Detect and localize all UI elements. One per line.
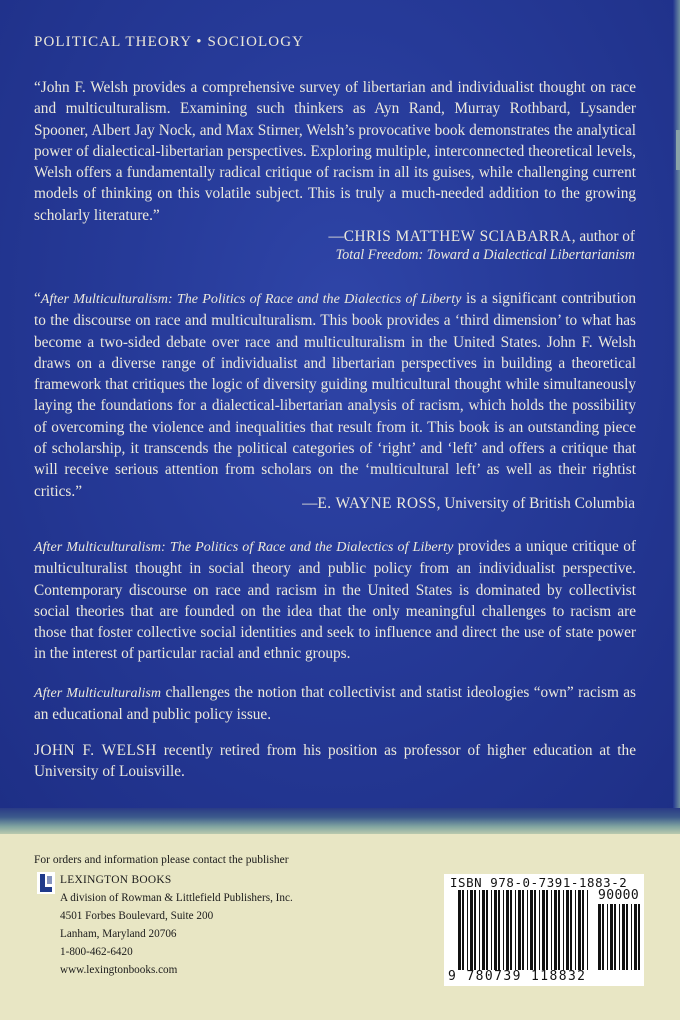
barcode-bar [510, 890, 512, 970]
barcode-bar [518, 890, 521, 970]
barcode-bar [494, 890, 497, 970]
barcode-bar [486, 890, 488, 970]
barcode-bar [607, 904, 608, 970]
barcode-bar [563, 890, 564, 970]
barcode-bar [542, 890, 545, 970]
barcode-bar [575, 890, 576, 970]
addon-barcode [598, 904, 640, 970]
endorsement-2-attribution [75, 493, 635, 514]
edge-mark [676, 130, 680, 170]
cover-lower-panel [0, 834, 680, 1020]
author-name: JOHN F. WELSH [34, 742, 157, 759]
publisher-address-line-1: 4501 Forbes Boulevard, Suite 200 [60, 910, 214, 922]
publisher-phone: 1-800-462-6420 [60, 946, 133, 958]
barcode-bar [631, 904, 632, 970]
barcode-bar [587, 890, 588, 970]
barcode-bar [546, 890, 548, 970]
author-bio-text: recently retired from his position as professor of higher education at the University of Louisville. [34, 742, 636, 781]
publisher-division: A division of Rowman & Littlefield Publishers, Inc. [60, 892, 293, 904]
endorsement-quote-1 [34, 77, 636, 226]
challenge-book-title: After Multiculturalism [34, 685, 162, 701]
category-line: POLITICAL THEORY • SOCIOLOGY [34, 34, 305, 50]
ean-barcode [458, 890, 592, 970]
barcode-bar [610, 904, 613, 970]
endorsement-1-work: Total Freedom: Toward a Dialectical Libertarianism [335, 247, 635, 263]
author-bio [34, 740, 636, 783]
endorsement-1-name: CHRIS MATTHEW SCIABARRA [343, 228, 572, 245]
description-text: provides a unique critique of multiculturalist thought in social theory and public policy from an individualist perspective. Contemporary discourse on race and racism in the United States is dominated by collectivist social theories that are founded on the idea that the only meaningful challenges to racism are those that foster collective social identities and seek to influence and direct the use of state power in the interest of particular racial and ethnic groups. [34, 538, 636, 663]
barcode-bar [634, 904, 637, 970]
publisher-address-line-2: Lanham, Maryland 20706 [60, 928, 177, 940]
barcode-bar [626, 904, 628, 970]
barcode-bar [506, 890, 509, 970]
barcode-bar [515, 890, 516, 970]
barcode-bar [527, 890, 528, 970]
barcode-bar [619, 904, 620, 970]
orders-line: For orders and information please contact the publisher [34, 854, 289, 866]
barcode-bar [482, 890, 485, 970]
endorsement-2-text: is a significant contribution to the discourse on race and multiculturalism. This book provides a ‘third dimension’ to what has become a two-sided debate over race and multiculturalism in the United States. John F. Welsh draws on a diverse range of individualist and libertarian perspectives in building a theoretical framework that critiques the logic of diversity guiding multicultural thought while simultaneously laying the foundations for a dialectical-libertarian analysis of racism, which holds the possibility of overcoming the violence and inequalities that result from it. This book is an outstanding piece of scholarship, it transcends the political categories of ‘right’ and ‘left’ and offers a critique that will receive serious attention from scholars on the ‘multicultural left’ as well as their rightist critics.” [34, 290, 636, 500]
barcode-bar [522, 890, 524, 970]
endorsement-2-dash: — [302, 495, 318, 512]
price-code: 90000 [598, 888, 640, 903]
endorsement-1-dash: — [328, 228, 344, 245]
lexington-logo-icon [37, 872, 55, 894]
panel-divider-band [0, 808, 680, 834]
barcode-bar [598, 904, 601, 970]
barcode-bar [638, 904, 640, 970]
endorsement-2-book-title: After Multiculturalism: The Politics of Race and the Dialectics of Liberty [40, 291, 462, 307]
barcode-bar [479, 890, 480, 970]
isbn-label: ISBN 978-0-7391-1883-2 [450, 875, 628, 890]
publisher-website: www.lexingtonbooks.com [60, 964, 178, 976]
barcode-bar [554, 890, 557, 970]
barcode-bar [467, 890, 468, 970]
endorsement-1-text: “John F. Welsh provides a comprehensive survey of libertarian and individualist thought on race and multiculturalism. Examining such thinkers as Ayn Rand, Murray Rothbard, Lysander Spooner, Albert Jay Nock, and Max Stirner, Welsh’s provocative book demonstrates the analytical power of dialectical-libertarian perspectives. Exploring multiple, interconnected theoretical levels, Welsh offers a fundamentally radical critique of racism in all its guises, while challenging current models of thinking on this volatile subject. This is truly a much-needed addition to the growing scholarly literature.” [34, 79, 636, 224]
endorsement-quote-2 [34, 288, 636, 502]
barcode-bar [498, 890, 500, 970]
barcode-bar [503, 890, 504, 970]
barcode-bar [474, 890, 476, 970]
description-book-title: After Multiculturalism: The Politics of Race and the Dialectics of Liberty [34, 539, 454, 555]
barcode-bar [491, 890, 492, 970]
endorsement-2-open-quote: “ [34, 290, 41, 307]
barcode-bar [462, 890, 464, 970]
barcode-bar [602, 904, 604, 970]
barcode-bar [534, 890, 536, 970]
barcode-panel [444, 874, 644, 986]
book-description [34, 536, 636, 665]
barcode-bar [566, 890, 569, 970]
barcode-bar [470, 890, 473, 970]
publisher-name: LEXINGTON BOOKS [60, 874, 172, 886]
barcode-bar [530, 890, 533, 970]
barcode-bar [458, 890, 461, 970]
barcode-bar [622, 904, 625, 970]
endorsement-2-name: E. WAYNE ROSS [317, 495, 437, 512]
barcode-bar [570, 890, 572, 970]
right-edge-stripe [673, 0, 680, 808]
endorsement-2-affiliation: , University of British Columbia [436, 495, 635, 512]
barcode-bar [582, 890, 584, 970]
barcode-bar [539, 890, 540, 970]
barcode-bar [558, 890, 560, 970]
barcode-bar [578, 890, 581, 970]
barcode-bar [614, 904, 616, 970]
challenge-paragraph [34, 682, 636, 726]
endorsement-1-affiliation: , author of [571, 228, 635, 245]
challenge-text: challenges the notion that collectivist and statist ideologies “own” racism as an educational and public policy issue. [34, 684, 636, 724]
barcode-bar [551, 890, 552, 970]
ean-digits: 9 780739 118832 [448, 969, 587, 984]
